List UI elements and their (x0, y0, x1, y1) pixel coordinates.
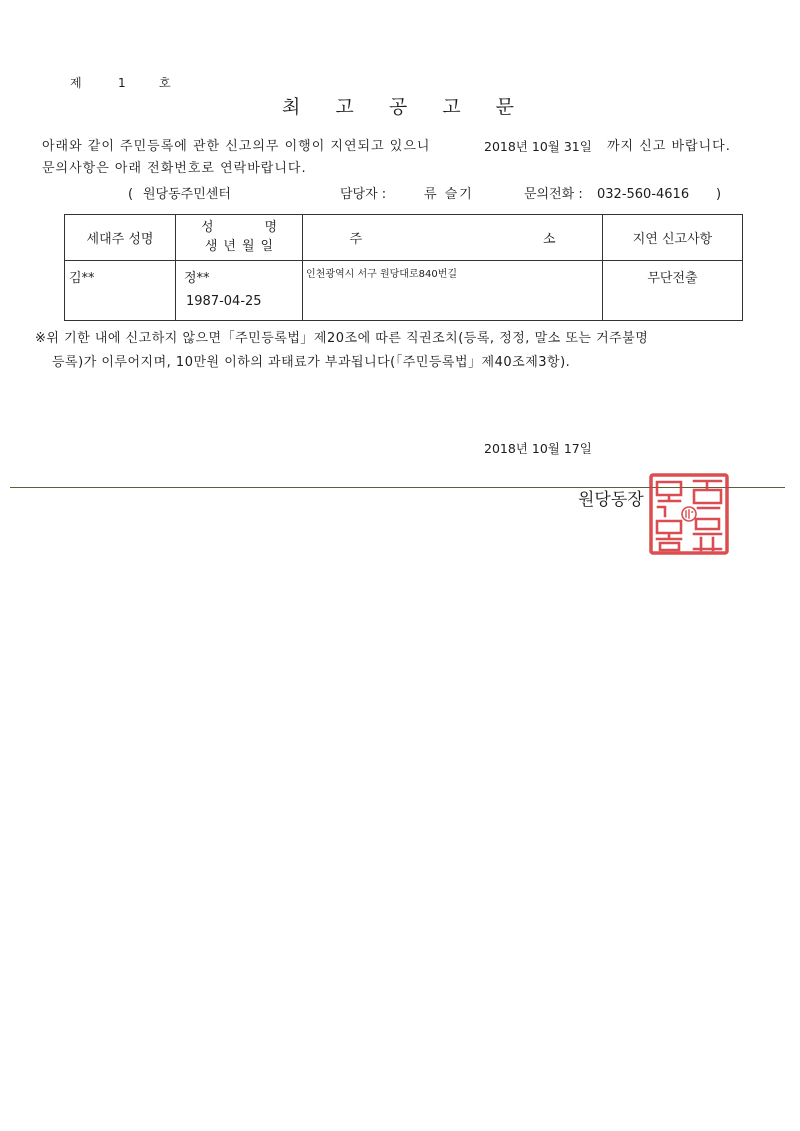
doc-number-prefix: 제 (70, 76, 82, 90)
cell-item: 무단전출 (603, 261, 743, 321)
contact-phone-label: 문의전화 : (524, 187, 583, 202)
contact-manager-name: 류 슬기 (424, 187, 474, 202)
delinquency-table (64, 214, 743, 321)
official-seal-icon (648, 472, 730, 556)
header-name-label: 성 명 (201, 219, 277, 235)
notice-line1-text: 아래와 같이 주민등록에 관한 신고의무 이행이 지연되고 있으니 (42, 139, 431, 154)
footnote-line2: 등록)가 이루어지며, 10만원 이하의 과태료가 부과됩니다(「주민등록법」제40조제3항). (52, 355, 571, 370)
header-householder-label: 세대주 성명 (86, 232, 154, 247)
header-address-label: 주 소 (349, 232, 556, 247)
contact-office: 원당동주민센터 (143, 187, 231, 202)
deadline-date: 2018년 10월 31일 (484, 139, 592, 154)
header-birth-label: 생년월일 (204, 238, 280, 254)
footnote-line1: ※위 기한 내에 신고하지 않으면「주민등록법」제20조에 따른 직권조치(등록, 정정, 말소 또는 거주불명 (35, 331, 649, 346)
header-address (303, 215, 603, 261)
header-item-label: 지연 신고사항 (632, 232, 713, 247)
cell-name: 정** (184, 271, 210, 286)
table-row (65, 261, 743, 321)
contact-phone: 032-560-4616 (597, 187, 690, 202)
signatory: 원당동장 (578, 490, 644, 510)
notice-line2-text: 문의사항은 아래 전화번호로 연락바랍니다. (42, 161, 307, 176)
contact-manager-label: 담당자 : (340, 187, 387, 202)
cell-householder: 김** (65, 261, 176, 321)
notice-line1-tail: 까지 신고 바랍니다. (607, 139, 731, 154)
cell-birth: 1987-04-25 (186, 294, 262, 309)
cell-name-birth (176, 261, 303, 321)
issue-date: 2018년 10월 17일 (484, 441, 592, 456)
contact-open-paren: ( (128, 187, 134, 202)
cell-address: 인천광역시 서구 원당대로840번길 (303, 261, 603, 321)
doc-number-value: 1 (118, 76, 126, 90)
table-header-row (65, 215, 743, 261)
header-name-birth (176, 215, 303, 261)
contact-close-paren: ) (716, 187, 722, 202)
page-title: 최 고 공 고 문 (282, 96, 514, 118)
doc-number-suffix: 호 (159, 76, 171, 90)
header-householder (65, 215, 176, 261)
header-item (603, 215, 743, 261)
